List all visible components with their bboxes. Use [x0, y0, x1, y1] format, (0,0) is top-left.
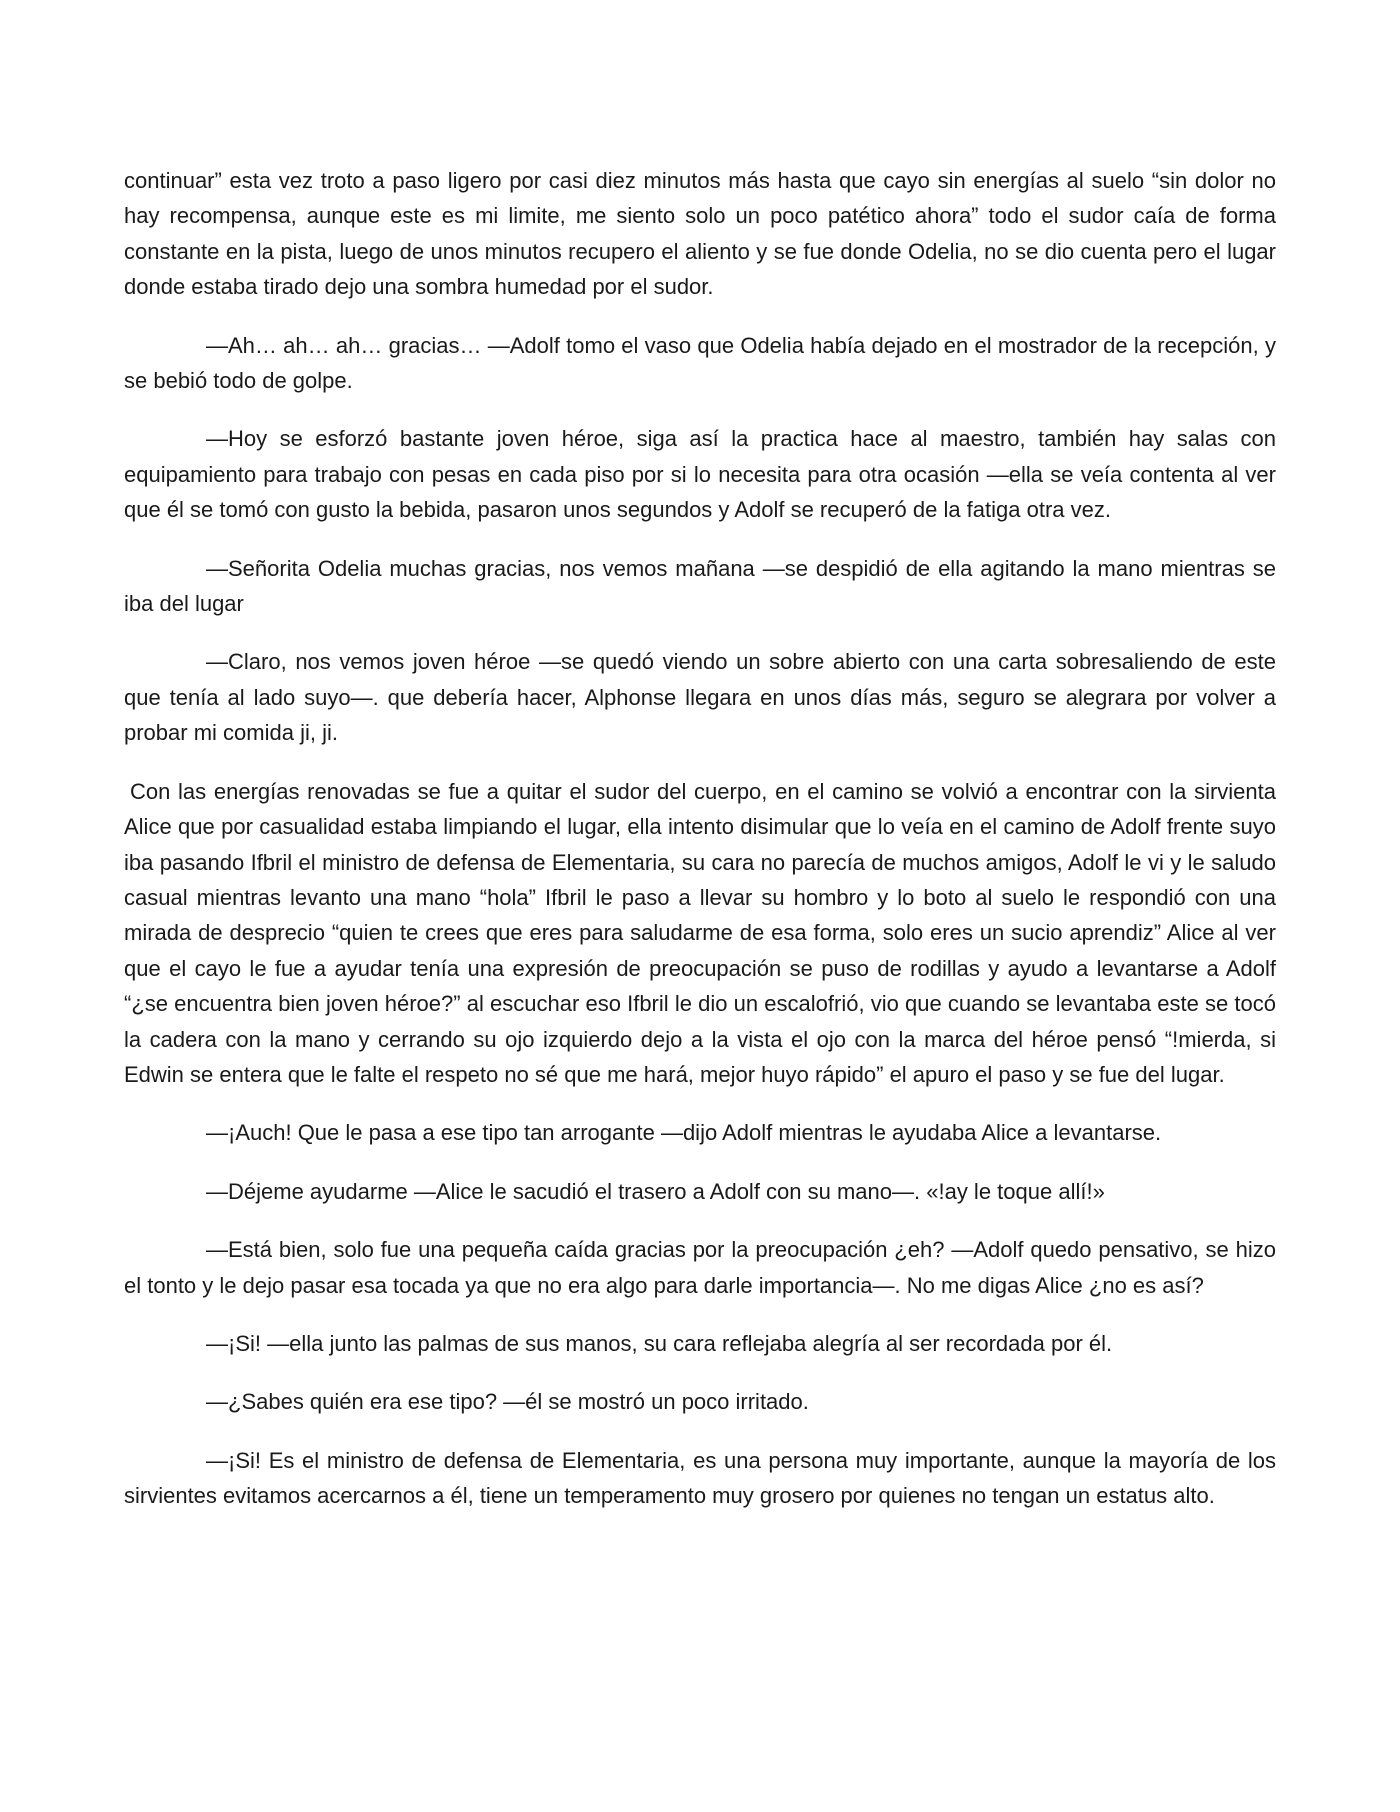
document-body: [124, 163, 1276, 1537]
dialogue-paragraph: —Está bien, solo fue una pequeña caída gracias por la preocupación ¿eh? —Adolf quedo pensativo, se hizo el tonto y le dejo pasar esa tocada ya que no era algo para darle importancia—. No me digas Alice ¿no es así?: [124, 1237, 1276, 1298]
dialogue-paragraph: —¿Sabes quién era ese tipo? —él se mostró un poco irritado.: [206, 1389, 809, 1415]
dialogue-paragraph: —Claro, nos vemos joven héroe —se quedó viendo un sobre abierto con una carta sobresaliendo de este que tenía al lado suyo—. que debería hacer, Alphonse llegara en unos días más, seguro se alegrara por volver a probar mi comida ji, ji.: [124, 649, 1276, 746]
dialogue-paragraph: —¡Auch! Que le pasa a ese tipo tan arrogante —dijo Adolf mientras le ayudaba Alice a levantarse.: [206, 1120, 1162, 1146]
dialogue-paragraph: —¡Si! —ella junto las palmas de sus manos, su cara reflejaba alegría al ser recordada por él.: [206, 1330, 1113, 1356]
narrative-paragraph: Con las energías renovadas se fue a quitar el sudor del cuerpo, en el camino se volvió a encontrar con la sirvienta Alice que por casualidad estaba limpiando el lugar, ella intento disimular que lo veía en el camino de Adolf frente suyo iba pasando Ifbril el ministro de defensa de Elementaria, su cara no parecía de muchos amigos, Adolf le vi y le saludo casual mientras levanto una mano “hola” Ifbril le paso a llevar su hombro y lo boto al suelo le respondió con una mirada de desprecio “quien te crees que eres para saludarme de esa forma, solo eres un sucio aprendiz” Alice al ver que el cayo le fue a ayudar tenía una expresión de preocupación se puso de rodillas y ayudo a levantarse a Adolf “¿se encuentra bien joven héroe?” al escuchar eso Ifbril le dio un escalofrió, vio que cuando se levantaba este se tocó la cadera con la mano y cerrando su ojo izquierdo dejo a la vista el ojo con la marca del héroe pensó “!mierda, si Edwin se entera que le falte el respeto no sé que me hará, mejor huyo rápido” el apuro el paso y se fue del lugar.: [124, 778, 1276, 1087]
dialogue-paragraph: —Ah… ah… ah… gracias… —Adolf tomo el vaso que Odelia había dejado en el mostrador de la recepción, y se bebió todo de golpe.: [124, 332, 1276, 394]
dialogue-paragraph: —Señorita Odelia muchas gracias, nos vemos mañana —se despidió de ella agitando la mano mientras se iba del lugar: [124, 555, 1276, 617]
dialogue-paragraph: —Hoy se esforzó bastante joven héroe, siga así la practica hace al maestro, también hay salas con equipamiento para trabajo con pesas en cada piso por si lo necesita para otra ocasión —ella se veía contenta al ver que él se tomó con gusto la bebida, pasaron unos segundos y Adolf se recuperó de la fatiga otra vez.: [124, 426, 1276, 523]
dialogue-paragraph: —¡Si! Es el ministro de defensa de Elementaria, es una persona muy importante, aunque la mayoría de los sirvientes evitamos acercarnos a él, tiene un temperamento muy grosero por quienes no tengan un estatus alto.: [124, 1447, 1276, 1509]
dialogue-paragraph: —Déjeme ayudarme —Alice le sacudió el trasero a Adolf con su mano—. «!ay le toque allí!»: [206, 1178, 1105, 1204]
paragraph-continuation: continuar” esta vez troto a paso ligero por casi diez minutos más hasta que cayo sin energías al suelo “sin dolor no hay recompensa, aunque este es mi limite, me siento solo un poco patético ahora” todo el sudor caía de forma constante en la pista, luego de unos minutos recupero el aliento y se fue donde Odelia, no se dio cuenta pero el lugar donde estaba tirado dejo una sombra humedad por el sudor.: [124, 168, 1276, 300]
